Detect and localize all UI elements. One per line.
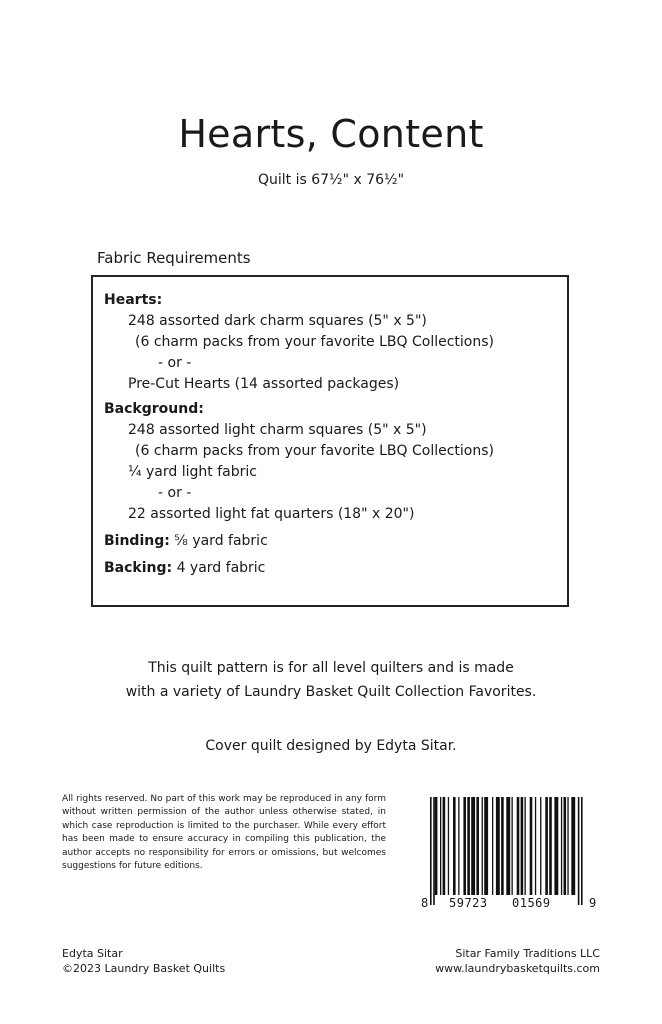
pattern-title: Hearts, Content: [178, 112, 484, 156]
barcode-check-digit: 9: [589, 896, 597, 910]
backing-value: 4 yard fabric: [176, 560, 266, 576]
publisher-footer: [435, 946, 600, 976]
barcode-bar: [482, 797, 483, 895]
barcode-bar: [530, 797, 533, 895]
quilt-size: Quilt is 67½" x 76½": [257, 172, 405, 188]
barcode-bar: [581, 797, 583, 905]
barcode-bar: [525, 797, 526, 895]
barcode-bar: [571, 797, 575, 895]
background-light-fabric: ¼ yard light fabric: [128, 464, 257, 480]
hearts-charm-squares: 248 assorted dark charm squares (5" x 5"): [128, 313, 427, 329]
author-name: Edyta Sitar: [62, 947, 123, 960]
barcode-bar: [440, 797, 441, 895]
barcode-bar: [443, 797, 446, 895]
fabric-requirements-box: [91, 275, 569, 607]
barcode-bar: [476, 797, 479, 895]
background-label: Background:: [104, 401, 204, 417]
barcode: [418, 797, 598, 913]
barcode-bar: [578, 797, 580, 905]
barcode-bar: [496, 797, 500, 895]
website-url: www.laundrybasketquilts.com: [435, 962, 600, 975]
hearts-charm-packs: (6 charm packs from your favorite LBQ Collections): [135, 334, 494, 350]
barcode-bar: [467, 797, 470, 895]
pattern-description: [0, 656, 662, 704]
barcode-bar: [549, 797, 552, 895]
description-line-1: This quilt pattern is for all level quilters and is made: [148, 660, 514, 676]
barcode-bar: [554, 797, 558, 895]
binding-label: Binding:: [104, 533, 170, 549]
barcode-bar: [506, 797, 510, 895]
barcode-bar: [561, 797, 562, 895]
background-or: - or -: [158, 485, 192, 501]
barcode-bar: [501, 797, 504, 895]
barcode-bar: [435, 797, 438, 895]
hearts-or: - or -: [158, 355, 192, 371]
barcode-bar: [453, 797, 456, 895]
designer-credit: Cover quilt designed by Edyta Sitar.: [205, 738, 457, 754]
barcode-bar: [492, 797, 493, 895]
background-charm-squares: 248 assorted light charm squares (5" x 5"): [128, 422, 427, 438]
barcode-bar: [430, 797, 432, 905]
barcode-digits: [418, 893, 598, 913]
barcode-bar: [471, 797, 475, 895]
barcode-bar: [540, 797, 541, 895]
binding-row: [104, 531, 567, 552]
binding-value: ⅝ yard fabric: [174, 533, 268, 549]
backing-label: Backing:: [104, 560, 173, 576]
barcode-bar: [545, 797, 548, 895]
barcode-bars: [418, 797, 598, 905]
barcode-bar: [567, 797, 568, 895]
barcode-bar: [564, 797, 567, 895]
background-charm-packs: (6 charm packs from your favorite LBQ Collections): [135, 443, 494, 459]
description-line-2: with a variety of Laundry Basket Quilt Collection Favorites.: [125, 684, 537, 700]
copyright-notice: All rights reserved. No part of this work may be reproduced in any form without written permission of the author unless otherwise stated, in which case reproduction is limited to the purchaser. While every effort has been made to ensure accuracy in compiling this publication, the author accepts no responsibility for errors or omissions, but welcomes suggestions for future editions.: [62, 794, 386, 872]
hearts-label: Hearts:: [104, 292, 163, 308]
backing-row: [104, 558, 567, 579]
fabric-requirements-heading: Fabric Requirements: [97, 249, 251, 267]
hearts-precut: Pre-Cut Hearts (14 assorted packages): [128, 376, 400, 392]
barcode-bar: [463, 797, 466, 895]
barcode-bar: [458, 797, 459, 895]
author-footer: [62, 946, 225, 976]
background-fat-quarters: 22 assorted light fat quarters (18" x 20"): [128, 506, 415, 522]
barcode-group-2: 01569: [512, 896, 551, 910]
barcode-bar: [433, 797, 435, 905]
barcode-bar: [448, 797, 449, 895]
publisher-name: Sitar Family Traditions LLC: [455, 947, 600, 960]
copyright-line: ©2023 Laundry Basket Quilts: [62, 962, 226, 975]
barcode-bar: [521, 797, 524, 895]
barcode-lead-digit: 8: [421, 896, 429, 910]
barcode-bar: [517, 797, 520, 895]
barcode-group-1: 59723: [449, 896, 488, 910]
barcode-bar: [512, 797, 513, 895]
barcode-bar: [535, 797, 536, 895]
barcode-bar: [484, 797, 488, 895]
